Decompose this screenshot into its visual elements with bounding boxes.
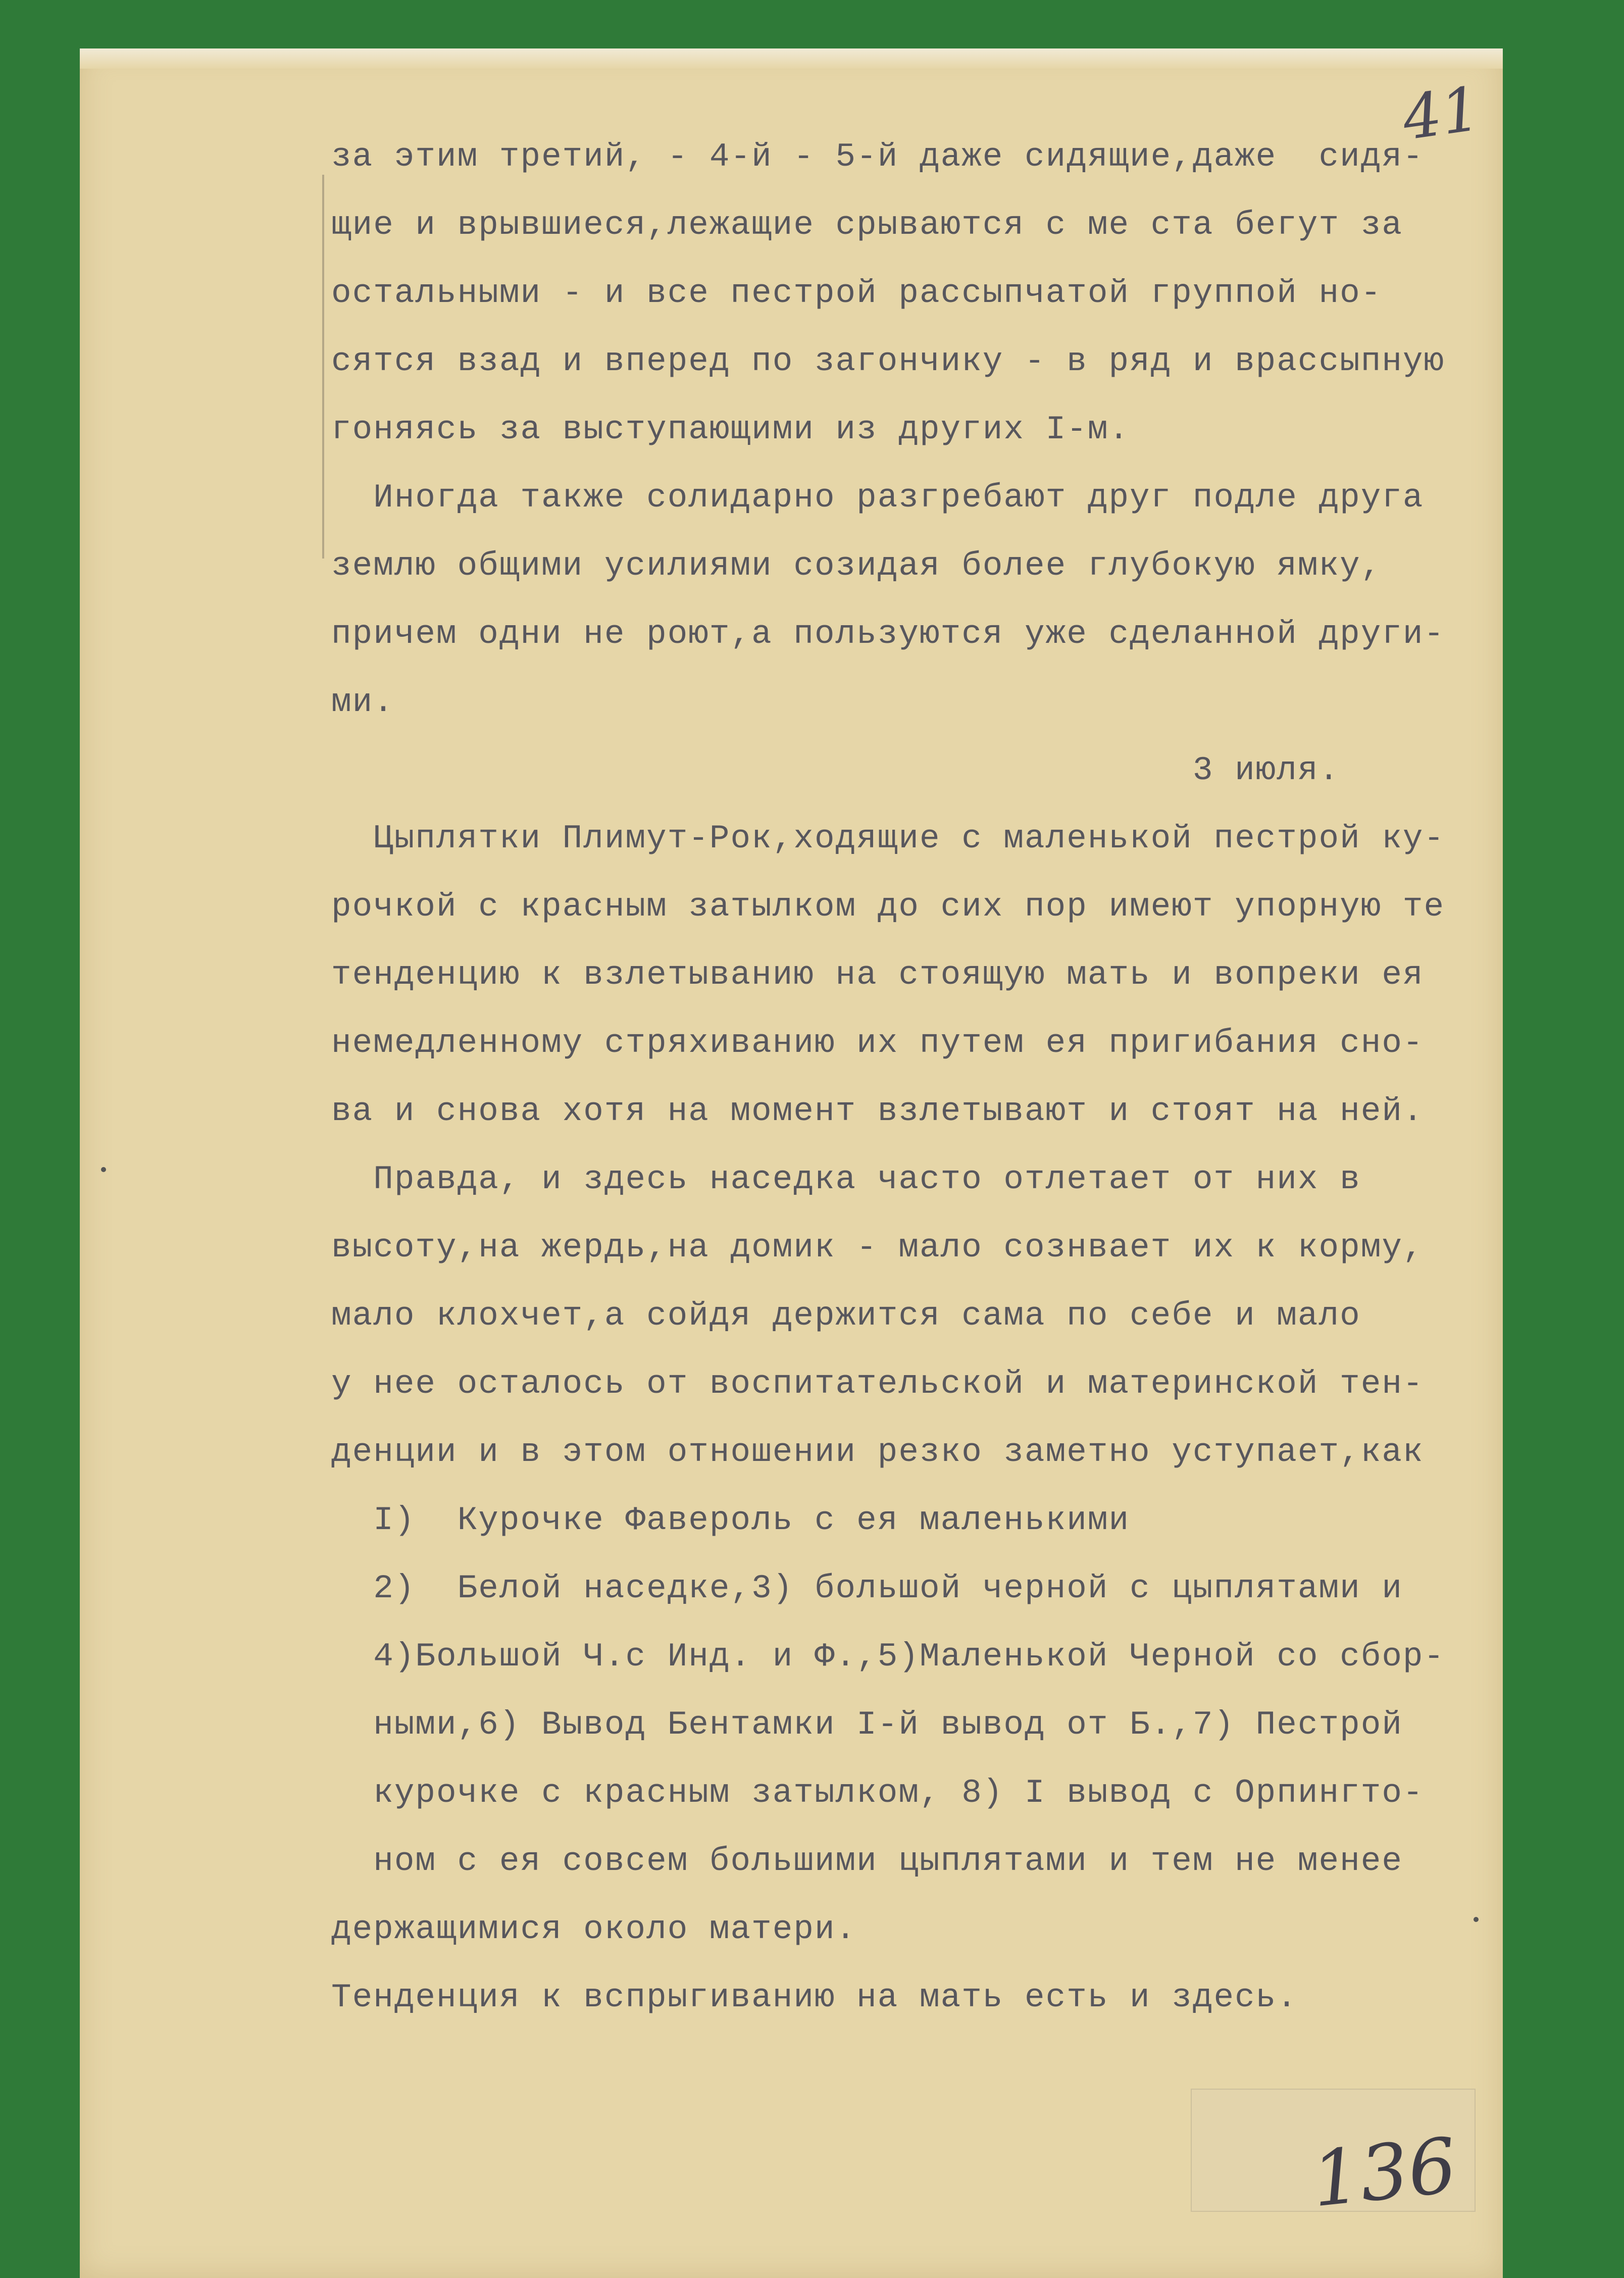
folio-number: 41 — [1398, 74, 1485, 154]
text-line: 2) Белой наседке,3) большой черной с цыплятами и — [331, 1570, 1403, 1607]
text-line: мало клохчет,а сойдя держится сама по себе и мало — [331, 1297, 1361, 1335]
text-line: курочке с красным затылком, 8) I вывод с Орпингто- — [331, 1774, 1424, 1812]
text-line: рочкой с красным затылком до сих пор имеют упорную те — [331, 888, 1445, 926]
text-line: ными,6) Вывод Бентамки I-й вывод от Б.,7) Пестрой — [331, 1706, 1403, 1744]
text-line: ва и снова хотя на момент взлетывают и стоят на ней. — [331, 1092, 1424, 1130]
text-line: гоняясь за выступающими из других I-м. — [331, 411, 1130, 448]
text-line: за этим третий, - 4-й - 5-й даже сидящие,даже сидя- — [331, 138, 1424, 176]
typewritten-text — [80, 48, 1503, 2278]
text-line: 4)Большой Ч.с Инд. и Ф.,5)Маленькой Черной со сбор- — [331, 1638, 1445, 1676]
text-line: щие и врывшиеся,лежащие срываются с ме ста бегут за — [331, 206, 1403, 244]
text-line: Тенденция к вспрыгиванию на мать есть и здесь. — [331, 1979, 1298, 2016]
text-line: остальными - и все пестрой рассыпчатой группой но- — [331, 274, 1382, 312]
text-line: 3 июля. — [331, 751, 1340, 789]
text-line: землю общими усилиями созидая более глубокую ямку, — [331, 547, 1382, 585]
archive-sheet-number: 136 — [1307, 2121, 1461, 2224]
text-line: сятся взад и вперед по загончику - в ряд и врассыпную — [331, 342, 1445, 380]
text-line: держащимися около матери. — [331, 1910, 857, 1948]
text-line: Цыплятки Плимут-Рок,ходящие с маленькой пестрой ку- — [331, 820, 1445, 857]
text-line: ми. — [331, 683, 394, 721]
text-line: тенденцию к взлетыванию на стоящую мать и вопреки ея — [331, 956, 1424, 994]
document-page — [80, 48, 1503, 2278]
text-line: Правда, и здесь наседка часто отлетает от них в — [331, 1160, 1361, 1198]
text-line: причем одни не роют,а пользуются уже сделанной други- — [331, 615, 1445, 653]
text-line: Иногда также солидарно разгребают друг подле друга — [331, 479, 1424, 517]
text-line: ном с ея совсем большими цыплятами и тем не менее — [331, 1842, 1403, 1880]
ink-speck — [101, 1167, 106, 1172]
text-line: денции и в этом отношении резко заметно уступает,как — [331, 1433, 1424, 1471]
ink-speck — [1474, 1917, 1479, 1922]
text-line: немедленному стряхиванию их путем ея пригибания сно- — [331, 1024, 1424, 1062]
text-line: I) Курочке Фавероль с ея маленькими — [331, 1501, 1130, 1539]
text-line: высоту,на жердь,на домик - мало сознвает их к корму, — [331, 1229, 1424, 1267]
text-line: у нее осталось от воспитательской и материнской тен- — [331, 1365, 1424, 1403]
